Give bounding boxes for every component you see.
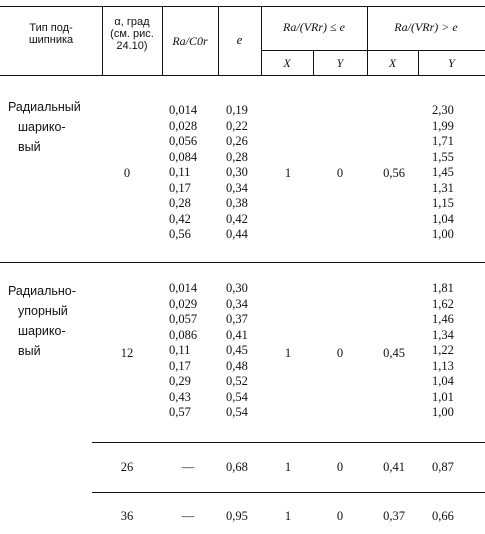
header-bearing-type: Тип под- шипника bbox=[28, 22, 74, 46]
block-separator-rule bbox=[0, 262, 485, 263]
x-gt-value: 0,41 bbox=[383, 460, 405, 474]
header-group-rule bbox=[261, 50, 485, 51]
header-x-gt: X bbox=[388, 56, 397, 70]
x-le-value: 1 bbox=[284, 166, 292, 180]
contact-angle-value: 36 bbox=[120, 509, 134, 523]
header-x-le: X bbox=[283, 56, 291, 70]
contact-angle-value: 12 bbox=[120, 346, 134, 360]
y-gt-column: 2,30 1,99 1,71 1,55 1,45 1,31 1,15 1,04 1,00 bbox=[432, 103, 454, 241]
bearing-name-angular: Радиально- упорный шарико- вый bbox=[8, 284, 76, 358]
x-gt-value: 0,45 bbox=[383, 346, 405, 360]
y-le-value: 0 bbox=[336, 509, 344, 523]
header-bottom-rule bbox=[0, 75, 485, 76]
x-gt-value: 0,56 bbox=[383, 166, 405, 180]
y-gt-value: 0,87 bbox=[432, 460, 454, 474]
contact-angle-value: 0 bbox=[123, 166, 131, 180]
e-column: 0,30 0,34 0,37 0,41 0,45 0,48 0,52 0,54 0,54 bbox=[226, 281, 248, 419]
header-y-gt: Y bbox=[448, 56, 455, 70]
y-le-value: 0 bbox=[336, 460, 344, 474]
e-column: 0,19 0,22 0,26 0,28 0,30 0,34 0,38 0,42 0,44 bbox=[226, 103, 248, 241]
y-gt-column: 1,81 1,62 1,46 1,34 1,22 1,13 1,04 1,01 1,00 bbox=[432, 281, 454, 419]
row-separator-rule bbox=[92, 492, 485, 493]
y-le-value: 0 bbox=[336, 346, 344, 360]
y-gt-value: 0,66 bbox=[432, 509, 454, 523]
load-ratio-value: — bbox=[181, 509, 195, 523]
header-e: e bbox=[236, 32, 243, 47]
y-le-value: 0 bbox=[336, 166, 344, 180]
header-y-le: Y bbox=[336, 56, 344, 70]
x-le-value: 1 bbox=[284, 346, 292, 360]
header-group-gt: Ra/(VRr) > e bbox=[394, 20, 458, 34]
header-contact-angle: α, град (см. рис. 24.10) bbox=[110, 16, 154, 52]
e-value: 0,68 bbox=[226, 460, 248, 474]
x-le-value: 1 bbox=[284, 509, 292, 523]
x-le-value: 1 bbox=[284, 460, 292, 474]
x-gt-value: 0,37 bbox=[383, 509, 405, 523]
row-separator-rule bbox=[92, 442, 485, 443]
e-value: 0,95 bbox=[226, 509, 248, 523]
bearing-name-radial: Радиальный шарико- вый bbox=[8, 100, 81, 154]
load-ratio-column: 0,014 0,029 0,057 0,086 0,11 0,17 0,29 0,43 0,57 bbox=[169, 281, 198, 419]
contact-angle-value: 26 bbox=[120, 460, 134, 474]
header-group-le: Ra/(VRr) ≤ e bbox=[283, 20, 345, 34]
table-top-rule bbox=[0, 6, 485, 7]
load-ratio-value: — bbox=[181, 460, 195, 474]
load-ratio-column: 0,014 0,028 0,056 0,084 0,11 0,17 0,28 0,42 0,56 bbox=[169, 103, 198, 241]
header-load-ratio: Ra/C0r bbox=[172, 34, 208, 48]
